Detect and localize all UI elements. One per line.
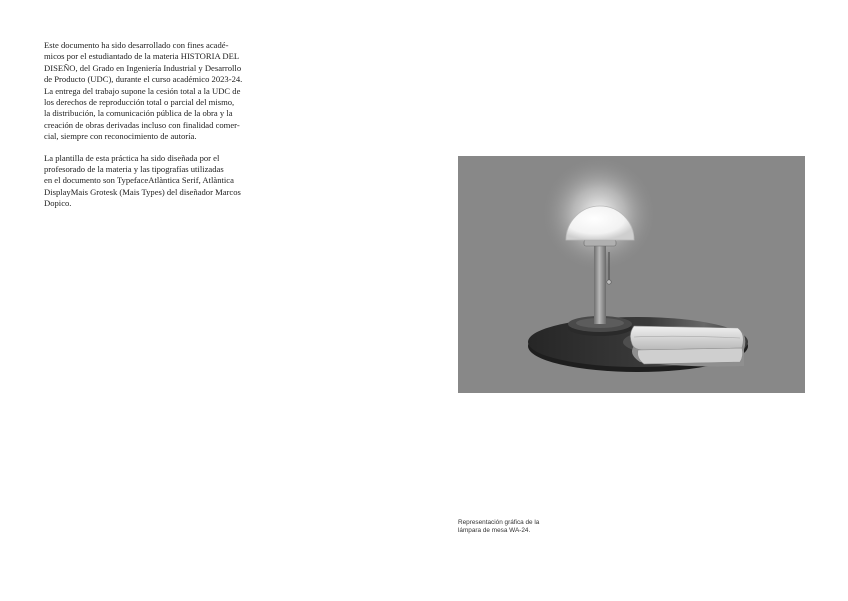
folded-fabric-lower [638, 348, 743, 364]
legal-notice-paragraph: Este documento ha sido desarrollado con fines acadé- micos por el estudiantado de la materia HISTORIA DEL DISEÑO, del Grado en Ingeniería Industrial y Desarrollo de Producto (UDC), durante el curso académico 2023-24. La entrega del trabajo supone la cesión total a la UDC de los derechos de reproducción total o parcial del mismo, la distribución, la comunicación pública de la obra y la creación de obras derivadas incluso con finalidad comer- cial, siempre con reconocimiento de autoría. [44, 40, 243, 142]
pull-cord-knob [607, 280, 611, 284]
globe-holder [584, 240, 616, 246]
template-notice-paragraph: La plantilla de esta práctica ha sido diseñada por el profesorado de la materia y las tipografías utilizadas en el documento son TypefaceAtlàntica Serif, Atlàntica DisplayMais Grotesk (Mais Types) del diseñador Marcos Dopico. [44, 152, 241, 209]
lamp-stem [594, 242, 606, 324]
lamp-illustration [458, 156, 805, 393]
lamp-drawing [458, 156, 805, 393]
legal-notice-block [44, 40, 280, 210]
folded-fabric [630, 326, 743, 350]
figure-caption: Representación gráfica de la lámpara de mesa WA-24. [458, 519, 540, 535]
